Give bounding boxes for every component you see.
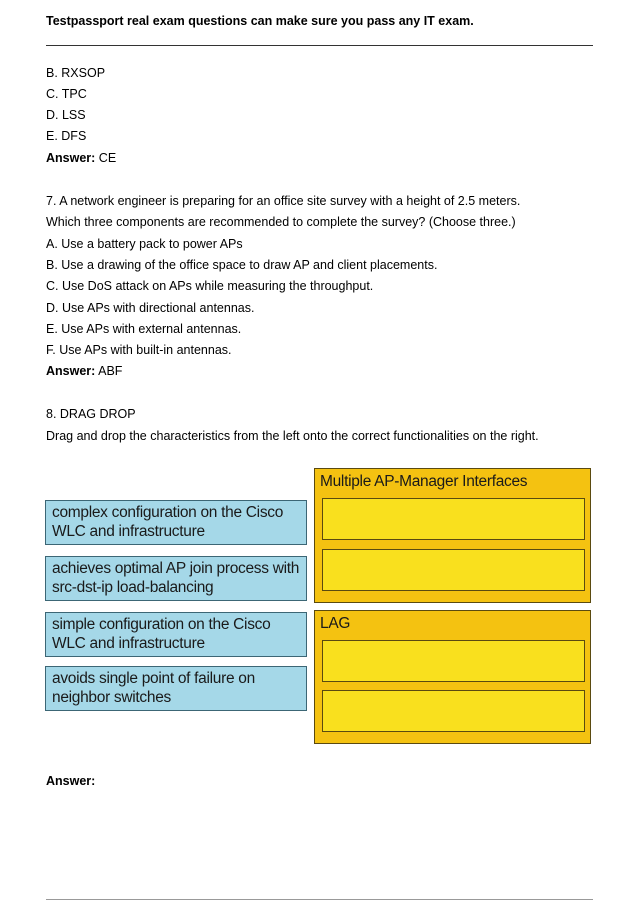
drop-slot[interactable] [322,690,585,732]
q7-option-d: D. Use APs with directional antennas. [46,301,255,315]
drop-panel-multiple-ap-manager [314,468,591,603]
answer-value: CE [95,151,117,165]
drag-item-avoid-spof[interactable]: avoids single point of failure on neighbor switches [45,666,307,711]
q7-answer [46,363,122,379]
q8-instruction: Drag and drop the characteristics from the left onto the correct functionalities on the right. [46,429,539,443]
q7-option-b: B. Use a drawing of the office space to draw AP and client placements. [46,258,438,272]
q7-question-line2: Which three components are recommended to complete the survey? (Choose three.) [46,215,516,229]
option-d: D. LSS [46,108,86,122]
q8-title: 8. DRAG DROP [46,407,136,421]
q6-answer [46,150,116,166]
option-c: C. TPC [46,87,87,101]
q7-option-c: C. Use DoS attack on APs while measuring the throughput. [46,279,374,293]
q7-option-f: F. Use APs with built-in antennas. [46,343,232,357]
drop-slot[interactable] [322,640,585,682]
panel-title: LAG [320,615,351,632]
header-divider [46,45,593,46]
drop-slot[interactable] [322,549,585,591]
answer-label: Answer: [46,364,96,378]
drag-item-complex-config[interactable]: complex configuration on the Cisco WLC and infrastructure [45,500,307,545]
page-header: Testpassport real exam questions can make sure you pass any IT exam. [46,14,474,28]
q8-answer [46,773,95,789]
drop-panel-lag [314,610,591,744]
option-b: B. RXSOP [46,66,106,80]
answer-label: Answer: [46,151,96,165]
drag-item-simple-config[interactable]: simple configuration on the Cisco WLC and infrastructure [45,612,307,657]
answer-value: ABF [95,364,123,378]
panel-title: Multiple AP-Manager Interfaces [320,473,528,490]
option-e: E. DFS [46,129,87,143]
drop-slot[interactable] [322,498,585,540]
drag-item-optimal-join[interactable]: achieves optimal AP join process with src-dst-ip load-balancing [45,556,307,601]
q7-option-a: A. Use a battery pack to power APs [46,237,243,251]
q7-option-e: E. Use APs with external antennas. [46,322,242,336]
q7-question-line1: 7. A network engineer is preparing for an office site survey with a height of 2.5 meters. [46,194,521,208]
answer-label: Answer: [46,774,96,788]
footer-divider [46,899,593,900]
